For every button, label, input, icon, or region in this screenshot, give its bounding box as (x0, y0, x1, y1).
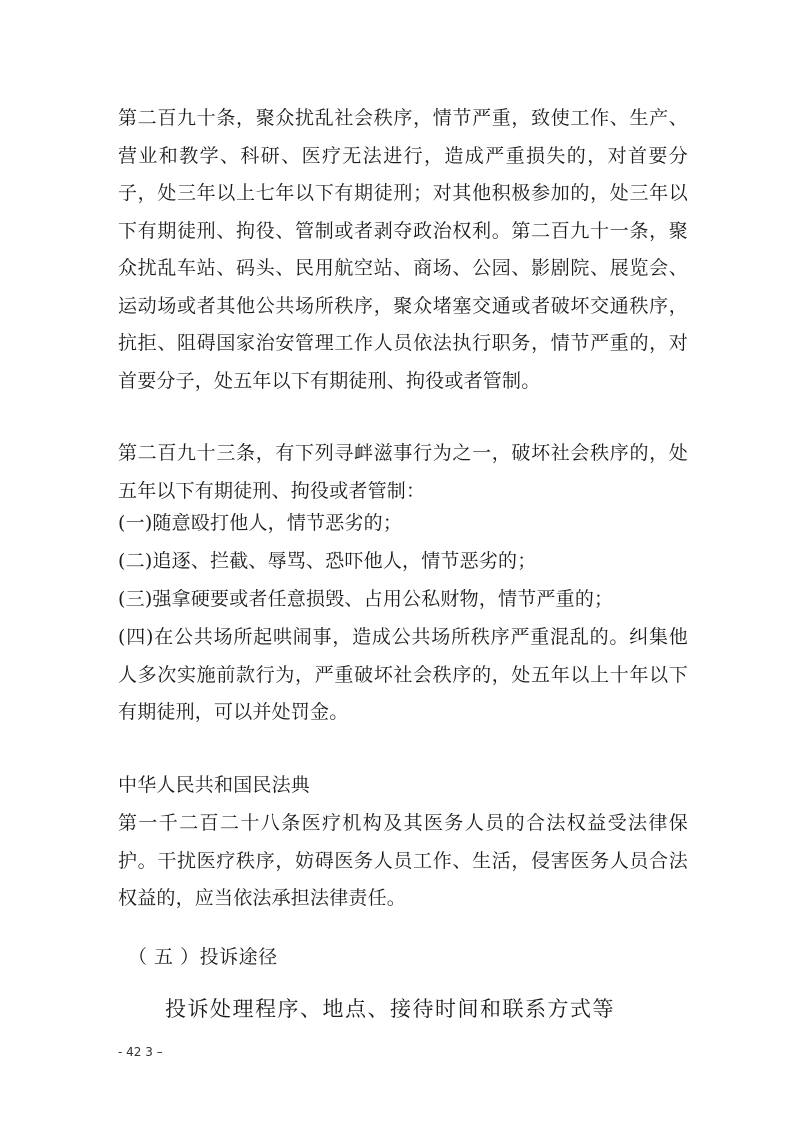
subheading: 投诉处理程序、地点、接待时间和联系方式等 (165, 997, 615, 1021)
list-item-1: (一)随意殴打他人，情节恶劣的； (118, 512, 403, 534)
civil-code-title: 中华人民共和国民法典 (118, 774, 311, 796)
paragraph-article-290-291: 第二百九十条，聚众扰乱社会秩序，情节严重，致使工作、生产、营业和教学、科研、医疗无法进行，造成严重损失的，对首要分子，处三年以上七年以下有期徒刑；对其他积极参加的，处三年以下有期徒刑、拘役、管制或者剥夺政治权利。第二百九十一条，聚众扰乱车站、码头、民用航空站、商场、公园、影剧院、展览会、运动场或者其他公共场所秩序，聚众堵塞交通或者破坏交通秩序，抗拒、阻碍国家治安管理工作人员依法执行职务，情节严重的，对首要分子，处五年以下有期徒刑、拘役或者管制。 (118, 107, 688, 392)
list-item-4: (四)在公共场所起哄闹事，造成公共场所秩序严重混乱的。纠集他人多次实施前款行为，严重破坏社会秩序的，处五年以上十年以下有期徒刑，可以并处罚金。 (118, 626, 688, 723)
section-heading: （ 五 ）投诉途径 (128, 946, 278, 968)
page-number: - 42 3 – (118, 1045, 163, 1059)
paragraph-article-293: 第二百九十三条，有下列寻衅滋事行为之一，破坏社会秩序的，处五年以下有期徒刑、拘役或者管制： (118, 442, 688, 502)
list-item-3: (三)强拿硬要或者任意损毁、占用公私财物，情节严重的； (118, 588, 614, 610)
paragraph-article-1228: 第一千二百二十八条医疗机构及其医务人员的合法权益受法律保护。干扰医疗秩序，妨碍医务人员工作、生活，侵害医务人员合法权益的，应当依法承担法律责任。 (118, 812, 688, 909)
list-item-2: (二)追逐、拦截、辱骂、恐吓他人，情节恶劣的； (118, 550, 537, 572)
